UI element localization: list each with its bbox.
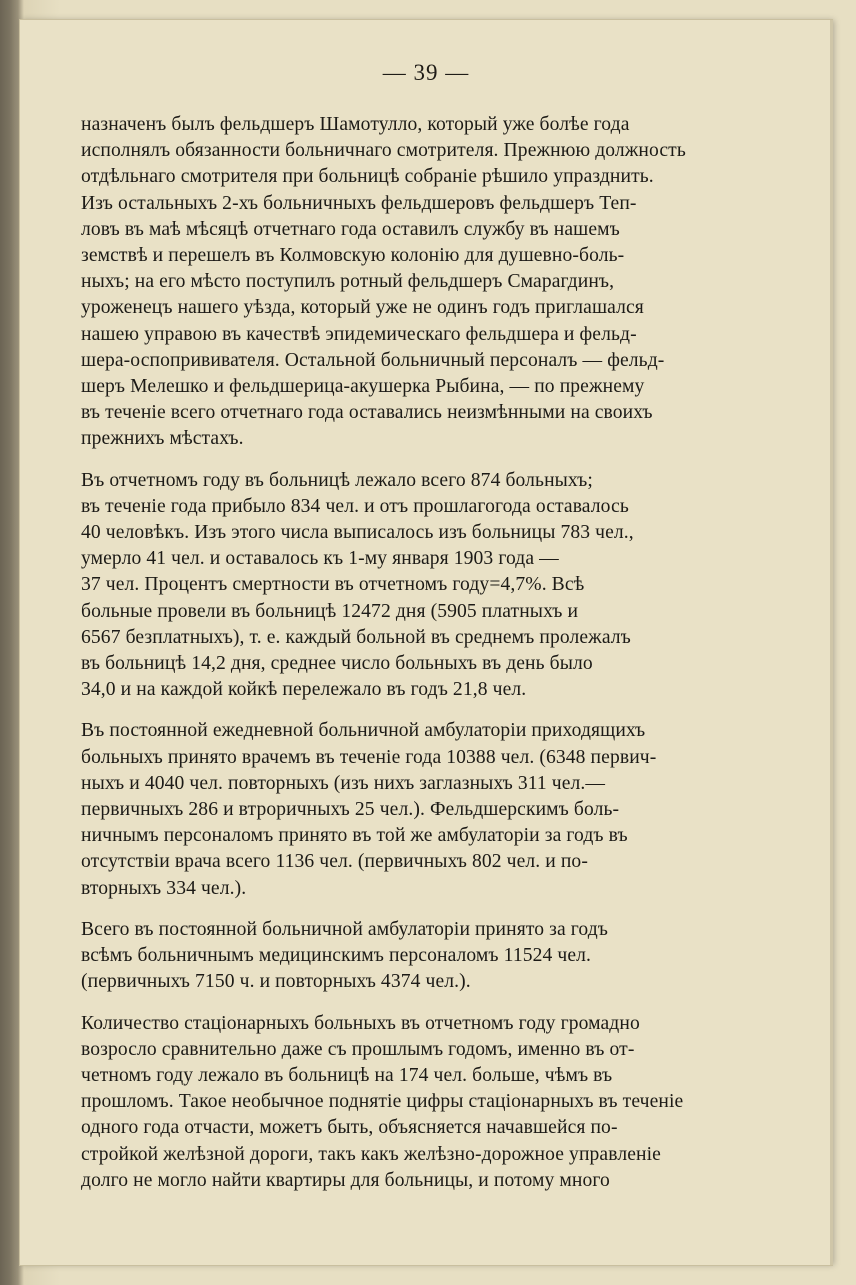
paragraph-stationary-growth: Количество стаціонарныхъ больныхъ въ отчетномъ году громадно возросло сравнительно даже съ прошлымъ годомъ, именно въ от- четномъ году лежало въ больницѣ на 174 чел. больше, чѣмъ въ прошломъ. Такое необычное поднятіе цифры стаціонарныхъ въ теченіе одного года отчасти, можетъ быть, объясняется начавшейся по- стройкой желѣзной дороги, такъ какъ желѣзно-дорожное управленіе долго не могло найти квартиры для больницы, и потому много <box>81 1012 684 1191</box>
document-body <box>81 112 765 1209</box>
paragraph-hospital-patients: Въ отчетномъ году въ больницѣ лежало всего 874 больныхъ; въ теченіе года прибыло 834 чел. и отъ прошлагогода оставалось 40 человѣкъ. Изъ этого числа выписалось изъ больницы 783 чел., умерло 41 чел. и оставалось къ 1-му января 1903 года — 37 чел. Процентъ смертности въ отчетномъ году=4,7%. Всѣ больные провели въ больницѣ 12472 дня (5905 платныхъ и 6567 безплатныхъ), т. е. каждый больной въ среднемъ пролежалъ въ больницѣ 14,2 дня, среднее число больныхъ въ день было 34,0 и на каждой койкѣ перележало въ годъ 21,8 чел. <box>81 469 634 701</box>
page-edge <box>830 20 833 1265</box>
page-number: — 39 — <box>382 60 470 85</box>
paragraph-staff-changes: назначенъ былъ фельдшеръ Шамотулло, который уже болѣе года исполнялъ обязанности больничнаго смотрителя. Прежнюю должность отдѣльнаго смотрителя при больницѣ собраніе рѣшило упразднить. Изъ остальныхъ 2-хъ больничныхъ фельдшеровъ фельдшеръ Теп- ловъ въ маѣ мѣсяцѣ отчетнаго года оставилъ службу въ нашемъ земствѣ и перешелъ въ Колмовскую колонію для душевно-боль- ныхъ; на его мѣсто поступилъ ротный фельдшеръ Смарагдинъ, уроженецъ нашего уѣзда, который уже не одинъ годъ приглашался нашею управою въ качествѣ эпидемическаго фельдшера и фельд- шера-оспопрививателя. Остальной больничный персоналъ — фельд- шеръ Мелешко и фельдшерица-акушерка Рыбина, — по прежнему въ теченіе всего отчетнаго года оставались неизмѣнными на своихъ прежнихъ мѣстахъ. <box>81 114 686 450</box>
paragraph-ambulatory-doctor: Въ постоянной ежедневной больничной амбулаторіи приходящихъ больныхъ принято врачемъ въ теченіе года 10388 чел. (6348 первич- ныхъ и 4040 чел. повторныхъ (изъ нихъ заглазныхъ 311 чел.— первичныхъ 286 и втроричныхъ 25 чел.). Фельдшерскимъ боль- ничнымъ персоналомъ принято въ той же амбулаторіи за годъ въ отсутствіи врача всего 1136 чел. (первичныхъ 802 чел. и по- вторныхъ 334 чел.). <box>81 720 657 899</box>
paragraph-ambulatory-total: Всего въ постоянной больничной амбулаторіи принято за годъ всѣмъ больничнымъ медицинскимъ персоналомъ 11524 чел. (первичныхъ 7150 ч. и повторныхъ 4374 чел.). <box>81 918 609 993</box>
document-page <box>20 20 832 1265</box>
